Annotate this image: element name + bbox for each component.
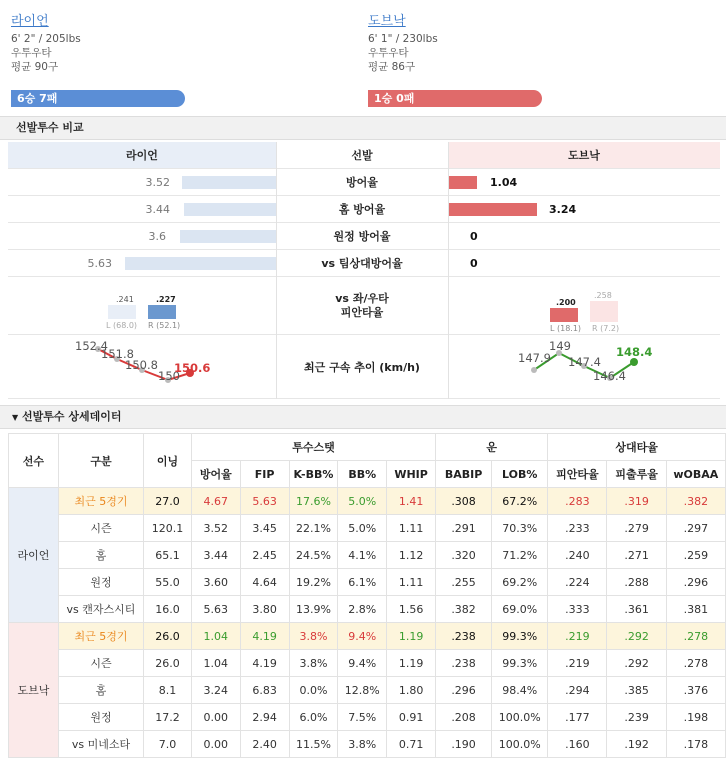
stat-cell: .278 <box>666 623 725 650</box>
stat-cell: .376 <box>666 677 725 704</box>
stat-cell: .233 <box>548 515 607 542</box>
col-header: K-BB% <box>289 461 338 488</box>
split-row <box>8 277 720 335</box>
stat-cell: 2.40 <box>240 731 289 758</box>
col-header: FIP <box>240 461 289 488</box>
compare-left-value: 3.52 <box>145 176 170 189</box>
stat-cell: 4.67 <box>191 488 240 515</box>
split-right-r-sub: R (7.2) <box>592 324 620 333</box>
stat-cell: 6.1% <box>338 569 387 596</box>
home-pitcher-avg: 평균 86구 <box>368 61 416 73</box>
away-record-bar: 6승 7패 <box>11 90 185 107</box>
header-split: 구분 <box>58 434 143 488</box>
stat-cell: .320 <box>436 542 492 569</box>
compare-left-value: 5.63 <box>87 257 112 270</box>
velo-point <box>531 367 537 373</box>
velo-point <box>630 358 638 366</box>
stat-cell: 0.0% <box>289 677 338 704</box>
table-row <box>9 731 726 758</box>
stat-cell: 27.0 <box>144 488 192 515</box>
split-cell: 홈 <box>58 677 143 704</box>
stat-cell: .255 <box>436 569 492 596</box>
stat-cell: .291 <box>436 515 492 542</box>
table-row <box>9 596 726 623</box>
away-velo-4: 150 <box>158 369 180 383</box>
stat-cell: 11.5% <box>289 731 338 758</box>
split-right-l-bar <box>550 308 578 322</box>
stat-cell: 3.44 <box>191 542 240 569</box>
compare-right-value: 0 <box>470 257 478 270</box>
compare-header-mid: 선발 <box>351 149 373 162</box>
header-group-opp: 상대타율 <box>548 434 726 461</box>
split-left-l-bar <box>108 305 136 319</box>
header-player: 선수 <box>9 434 59 488</box>
split-cell: 최근 5경기 <box>58 623 143 650</box>
stat-cell: 1.41 <box>387 488 436 515</box>
collapse-triangle-icon: ▼ <box>12 413 19 422</box>
stat-cell: 55.0 <box>144 569 192 596</box>
table-row <box>9 650 726 677</box>
stat-cell: .297 <box>666 515 725 542</box>
stat-cell: 5.63 <box>240 488 289 515</box>
home-pitcher-hand: 우투우타 <box>368 47 409 59</box>
stat-cell: 2.45 <box>240 542 289 569</box>
stat-cell: .192 <box>607 731 666 758</box>
stat-cell: 5.0% <box>338 488 387 515</box>
stat-cell: .382 <box>666 488 725 515</box>
split-cell: 원정 <box>58 704 143 731</box>
header-group-luck: 운 <box>436 434 548 461</box>
stat-cell: 26.0 <box>144 650 192 677</box>
home-record-bar: 1승 0패 <box>368 90 542 107</box>
compare-section-title: 선발투수 비교 <box>0 116 726 140</box>
home-velo-5: 148.4 <box>616 345 653 359</box>
stat-cell: .190 <box>436 731 492 758</box>
stat-cell: 26.0 <box>144 623 192 650</box>
split-left-l-sub: L (68.0) <box>106 321 138 330</box>
table-row <box>9 542 726 569</box>
stat-cell: 69.2% <box>492 569 548 596</box>
compare-row <box>8 223 720 250</box>
stat-cell: .308 <box>436 488 492 515</box>
stat-cell: 4.64 <box>240 569 289 596</box>
away-velo-1: 152.4 <box>75 339 108 353</box>
detail-section-title[interactable]: ▼ 선발투수 상세데이터 <box>0 405 726 429</box>
split-cell: vs 미네소타 <box>58 731 143 758</box>
compare-left-bar <box>182 176 276 189</box>
compare-header-right: 도브낙 <box>448 142 720 168</box>
compare-label: 방어율 <box>346 176 378 189</box>
compare-right-value: 0 <box>470 230 478 243</box>
stat-cell: .178 <box>666 731 725 758</box>
split-cell: 최근 5경기 <box>58 488 143 515</box>
split-left-l-value: .241 <box>116 295 134 304</box>
stat-cell: 1.12 <box>387 542 436 569</box>
compare-left-bar <box>125 257 276 270</box>
stat-cell: 3.8% <box>289 650 338 677</box>
stat-cell: 1.19 <box>387 623 436 650</box>
stat-cell: .292 <box>607 650 666 677</box>
stat-cell: 5.63 <box>191 596 240 623</box>
player-cell: 라이언 <box>9 488 59 623</box>
stat-cell: 4.19 <box>240 623 289 650</box>
stat-cell: 22.1% <box>289 515 338 542</box>
stat-cell: 16.0 <box>144 596 192 623</box>
stat-cell: 5.0% <box>338 515 387 542</box>
stat-cell: 7.0 <box>144 731 192 758</box>
split-left-r-sub: R (52.1) <box>148 321 181 330</box>
compare-left-bar <box>180 230 276 243</box>
col-header: 피안타율 <box>548 461 607 488</box>
stat-cell: 65.1 <box>144 542 192 569</box>
compare-row <box>8 250 720 277</box>
table-row <box>9 488 726 515</box>
stat-cell: 70.3% <box>492 515 548 542</box>
stat-cell: 1.11 <box>387 569 436 596</box>
stat-cell: 100.0% <box>492 731 548 758</box>
home-velo-3: 147.4 <box>568 355 601 369</box>
stat-cell: 17.6% <box>289 488 338 515</box>
stat-cell: 3.60 <box>191 569 240 596</box>
away-pitcher-name[interactable]: 라이언 <box>11 14 49 29</box>
header-group-pitch: 투수스탯 <box>191 434 435 461</box>
stat-cell: .160 <box>548 731 607 758</box>
velocity-label: 최근 구속 추이 (km/h) <box>304 360 420 374</box>
stat-cell: .381 <box>666 596 725 623</box>
stat-cell: 71.2% <box>492 542 548 569</box>
stat-cell: 12.8% <box>338 677 387 704</box>
stat-cell: 2.94 <box>240 704 289 731</box>
stat-cell: 6.83 <box>240 677 289 704</box>
stat-cell: 99.3% <box>492 623 548 650</box>
compare-left-value: 3.6 <box>148 230 166 243</box>
table-row <box>9 677 726 704</box>
split-left-r-bar <box>148 305 176 319</box>
stat-cell: 7.5% <box>338 704 387 731</box>
stat-cell: 17.2 <box>144 704 192 731</box>
stat-cell: .224 <box>548 569 607 596</box>
header-innings: 이닝 <box>144 434 192 488</box>
col-header: LOB% <box>492 461 548 488</box>
stat-cell: .238 <box>436 623 492 650</box>
stat-cell: 0.00 <box>191 731 240 758</box>
stat-cell: 1.80 <box>387 677 436 704</box>
col-header: 방어율 <box>191 461 240 488</box>
stat-cell: 99.3% <box>492 650 548 677</box>
stat-cell: .239 <box>607 704 666 731</box>
stat-cell: .361 <box>607 596 666 623</box>
stat-cell: 69.0% <box>492 596 548 623</box>
stat-cell: 67.2% <box>492 488 548 515</box>
away-pitcher-hand: 우투우타 <box>11 47 52 59</box>
stat-cell: 0.91 <box>387 704 436 731</box>
stat-cell: 3.52 <box>191 515 240 542</box>
stat-cell: 4.1% <box>338 542 387 569</box>
split-right-l-sub: L (18.1) <box>550 324 582 333</box>
away-pitcher-avg: 평균 90구 <box>11 61 59 73</box>
away-velo-3: 150.8 <box>125 358 158 372</box>
split-cell: 홈 <box>58 542 143 569</box>
compare-header-left: 라이언 <box>8 142 276 168</box>
table-row <box>9 515 726 542</box>
compare-label: 홈 방어율 <box>338 203 386 216</box>
stat-cell: .385 <box>607 677 666 704</box>
split-cell: 원정 <box>58 569 143 596</box>
stat-cell: 0.00 <box>191 704 240 731</box>
stat-cell: .283 <box>548 488 607 515</box>
stat-cell: .319 <box>607 488 666 515</box>
stat-cell: 2.8% <box>338 596 387 623</box>
col-header: WHIP <box>387 461 436 488</box>
col-header: wOBAA <box>666 461 725 488</box>
stat-cell: .333 <box>548 596 607 623</box>
stat-cell: 19.2% <box>289 569 338 596</box>
home-velo-2: 149 <box>549 339 571 353</box>
stat-cell: .288 <box>607 569 666 596</box>
split-label: vs 좌/우타 피안타율 <box>335 291 389 319</box>
stat-cell: 1.04 <box>191 623 240 650</box>
compare-right-value: 3.24 <box>549 203 577 216</box>
stat-cell: .240 <box>548 542 607 569</box>
split-cell: 시즌 <box>58 650 143 677</box>
stat-cell: .208 <box>436 704 492 731</box>
away-velo-5: 150.6 <box>174 361 211 375</box>
home-pitcher-name[interactable]: 도브낙 <box>368 14 406 29</box>
stat-cell: 6.0% <box>289 704 338 731</box>
split-right-r-value: .258 <box>594 291 612 300</box>
stat-cell: 3.8% <box>338 731 387 758</box>
stat-cell: 98.4% <box>492 677 548 704</box>
compare-right-value: 1.04 <box>490 176 518 189</box>
stat-cell: .198 <box>666 704 725 731</box>
stat-cell: .294 <box>548 677 607 704</box>
stat-cell: .296 <box>666 569 725 596</box>
stat-cell: 1.19 <box>387 650 436 677</box>
stat-cell: .219 <box>548 623 607 650</box>
stat-cell: 13.9% <box>289 596 338 623</box>
stat-cell: .382 <box>436 596 492 623</box>
player-cell: 도브낙 <box>9 623 59 758</box>
stat-cell: 100.0% <box>492 704 548 731</box>
compare-panel <box>8 142 720 402</box>
stat-cell: 120.1 <box>144 515 192 542</box>
home-velo-4: 146.4 <box>593 369 626 383</box>
stat-cell: 0.71 <box>387 731 436 758</box>
detail-table <box>8 433 726 758</box>
compare-right-bar <box>449 176 477 189</box>
stat-cell: .219 <box>548 650 607 677</box>
col-header: BB% <box>338 461 387 488</box>
compare-row <box>8 169 720 196</box>
stat-cell: .296 <box>436 677 492 704</box>
split-cell: 시즌 <box>58 515 143 542</box>
stat-cell: 3.24 <box>191 677 240 704</box>
compare-label: vs 팀상대방어율 <box>321 257 403 270</box>
velocity-row <box>8 335 720 399</box>
stat-cell: .271 <box>607 542 666 569</box>
stat-cell: .279 <box>607 515 666 542</box>
stat-cell: .177 <box>548 704 607 731</box>
stat-cell: .292 <box>607 623 666 650</box>
col-header: BABIP <box>436 461 492 488</box>
stat-cell: 1.11 <box>387 515 436 542</box>
away-pitcher-size: 6' 2" / 205lbs <box>11 33 81 45</box>
stat-cell: .278 <box>666 650 725 677</box>
col-header: 피출루율 <box>607 461 666 488</box>
home-velo-1: 147.9 <box>518 351 551 365</box>
away-velo-2: 151.8 <box>101 347 134 361</box>
split-right-l-value: .200 <box>556 298 576 307</box>
stat-cell: .238 <box>436 650 492 677</box>
stat-cell: 4.19 <box>240 650 289 677</box>
split-cell: vs 캔자스시티 <box>58 596 143 623</box>
stat-cell: .259 <box>666 542 725 569</box>
stat-cell: 3.80 <box>240 596 289 623</box>
stat-cell: 24.5% <box>289 542 338 569</box>
compare-left-bar <box>184 203 276 216</box>
compare-right-bar <box>449 203 537 216</box>
stat-cell: 9.4% <box>338 650 387 677</box>
table-row <box>9 569 726 596</box>
split-left-r-value: .227 <box>156 295 176 304</box>
home-pitcher-size: 6' 1" / 230lbs <box>368 33 438 45</box>
stat-cell: 3.8% <box>289 623 338 650</box>
compare-label: 원정 방어율 <box>333 230 391 243</box>
stat-cell: 1.04 <box>191 650 240 677</box>
table-row <box>9 704 726 731</box>
stat-cell: 3.45 <box>240 515 289 542</box>
split-right-r-bar <box>590 301 618 322</box>
table-row <box>9 623 726 650</box>
stat-cell: 8.1 <box>144 677 192 704</box>
compare-left-value: 3.44 <box>145 203 170 216</box>
stat-cell: 1.56 <box>387 596 436 623</box>
compare-row <box>8 196 720 223</box>
stat-cell: 9.4% <box>338 623 387 650</box>
